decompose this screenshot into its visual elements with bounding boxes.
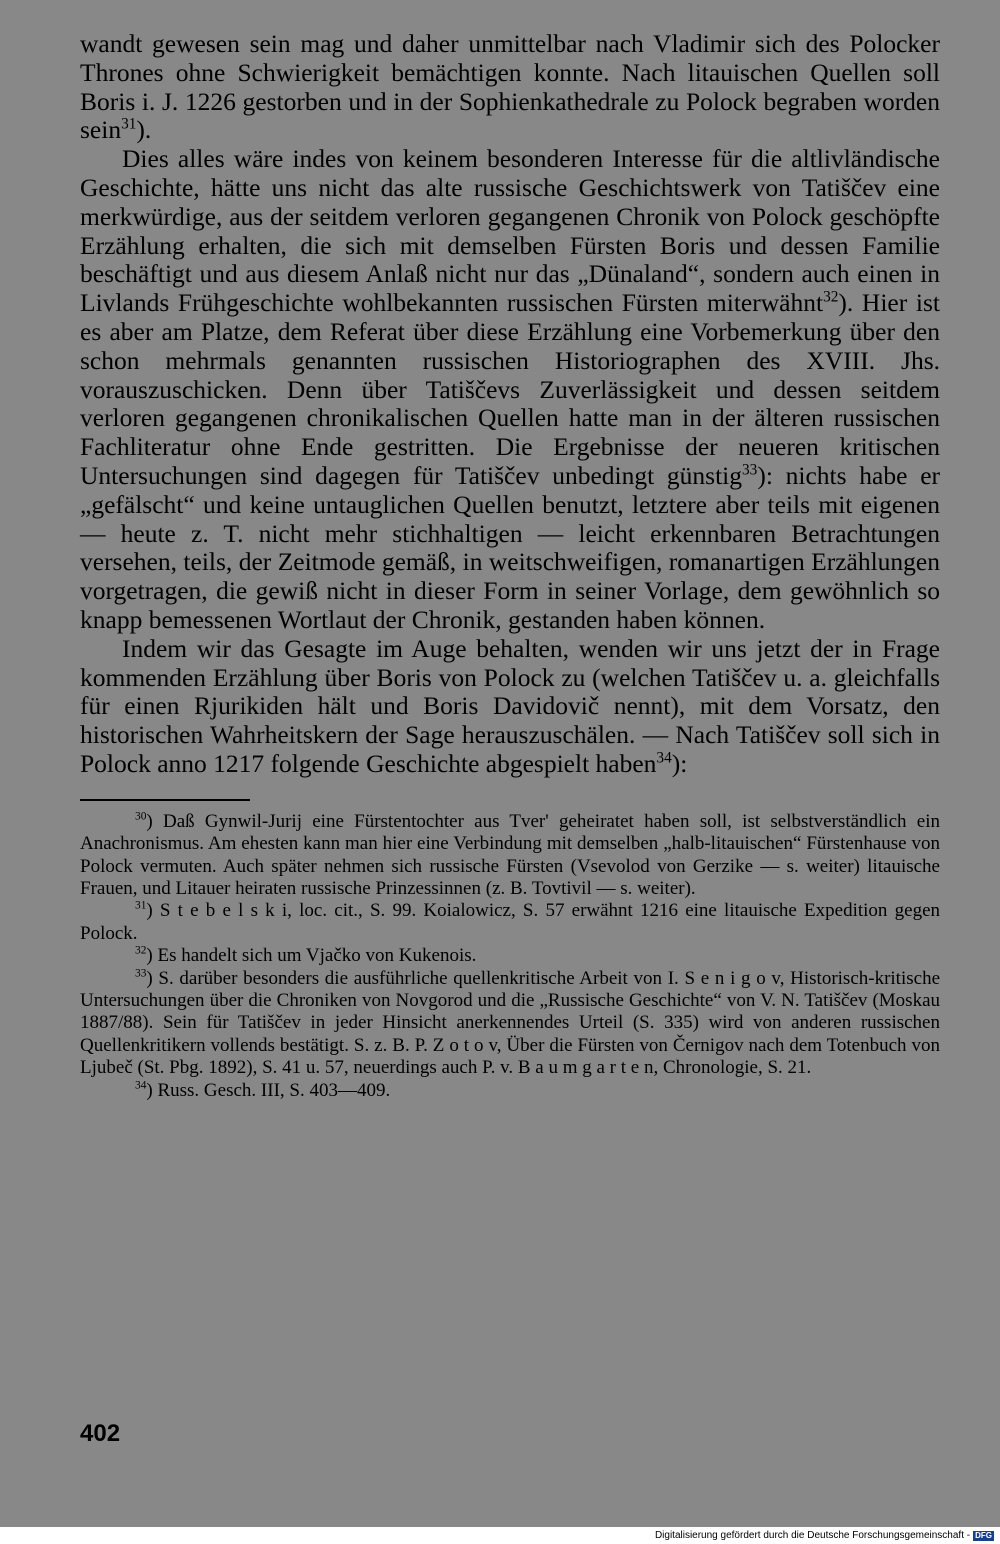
paragraph-2-text-b: ). Hier ist es aber am Platze, dem Referat über diese Erzählung eine Vorbemerkung über den schon mehrmals genannten russischen Historiographen des XVIII. Jhs. vorauszuschicken. Denn über Tatiščevs Zuverlässigkeit und dessen seitdem verloren gegangenen chronikalischen Quellen hatte man in der älteren russischen Fachliteratur ohne Ende gestritten. Die Ergebnisse der neueren kritischen Untersuchungen sind dagegen für Tatiščev unbedingt günstig [80, 288, 940, 490]
footnote-33-author-senigov: S e n i g o v [684, 967, 780, 989]
footnote-30-text: ) Daß Gynwil-Jurij eine Fürstentochter aus Tver' geheiratet haben soll, ist selbstverständlich ein Anachronismus. Am ehesten kann man hier eine Verbindung mit demselben „halb-litauischen“ Fürstenhause von Polock vermuten. Auch später nehmen sich russische Fürsten (Vsevolod von Gerzike — s. weiter) litauische Frauen, und Litauer heiraten russische Prinzessinnen (z. B. Tovtivil — s. weiter). [80, 810, 940, 899]
footnote-33-author-baumgarten: B a u m g a r t e n [517, 1057, 654, 1079]
footnote-ref-34: 34 [656, 749, 672, 767]
footnote-30 [80, 811, 940, 901]
footnote-34-number: 34 [135, 1079, 147, 1092]
footnote-ref-32: 32 [823, 288, 839, 306]
footnote-33-text-c: , Über die Fürsten von Černigov nach dem Totenbuch von Ljubeč (St. Pbg. 1892), S. 41 u. 57, neuerdings auch P. v. [80, 1034, 940, 1079]
paragraph-2-text-a: Dies alles wäre indes von keinem besonderen Interesse für die altlivländische Geschichte, hätte uns nicht das alte russische Geschichtswerk von Tatiščev eine merkwürdige, aus der seitdem verloren gegangenen Chronik von Polock geschöpfte Erzählung erhalten, die sich mit demselben Fürsten Boris und dessen Familie beschäftigt und aus diesem Anlaß nicht nur das „Dünaland“, sondern auch einen in Livlands Frühgeschichte wohlbekannten russischen Fürsten miterwähnt [80, 144, 940, 318]
footnote-31: $^{31}$) S t e b e l s k i, loc. cit., S. 99. Koialowicz, S. 57 erwähnt 1216 eine litauische Expedition gegen Polock. [80, 900, 940, 944]
footnote-34-text: ) Russ. Gesch. III, S. 403—409. [146, 1079, 391, 1101]
paragraph-2 [80, 145, 940, 635]
paragraph-1-text: wandt gewesen sein mag und daher unmittelbar nach Vladimir sich des Polocker Thrones ohne Schwierigkeit bemächtigen konnte. Nach litauischen Quellen soll Boris i. J. 1226 gestorben und in der Sophienkathedrale zu Polock begraben worden sein [80, 29, 940, 145]
footnote-ref-33: 33 [742, 461, 758, 479]
footnote-33-text-d: , Chronologie, S. 21. [653, 1057, 812, 1079]
footnote-34 [80, 1080, 940, 1102]
footnote-32-text: ) Es handelt sich um Vjačko von Kukenois. [146, 945, 477, 967]
footnote-33-text-a: ) S. darüber besonders die ausführliche quellenkritische Arbeit von I. [146, 967, 685, 989]
footnote-33-author-zotov: Z o t o v [432, 1034, 497, 1056]
paragraph-1 [80, 30, 940, 145]
footnote-31-author: S t e b e l s k i [159, 900, 288, 922]
paragraph-2-text-c: ): nichts habe er „gefälscht“ und keine untauglichen Quellen benutzt, letztere aber teils mit eigenen — heute z. T. nicht mehr stichhaltigen — leicht erkennbaren Betrachtungen versehen, teils, der Zeitmode gemäß, in weitschweifigen, romanartigen Erzählungen vorgetragen, die gewiß nicht in dieser Form in seiner Vorlage, dem gewöhnlich so knapp bemessenen Wortlaut der Chronik, gestanden haben können. [80, 460, 941, 634]
footnote-33-text-b: , Historisch-kritische Untersuchungen über die Chroniken von Novgorod und die „Russische Geschichte“ von V. N. Tatiščev (Moskau 1887/88). Sein für Tatiščev in jeder Hinsicht anerkennendes Urteil (S. 335) wird von anderen russischen Quellenkritikern vollends bestätigt. S. z. B. P. [80, 967, 941, 1056]
dfg-logo-icon: DFG [975, 1530, 992, 1540]
footnote-31-text: , loc. cit., S. 99. Koialowicz, S. 57 erwähnt 1216 eine litauische Expedition gegen Polock. [80, 900, 940, 944]
footer-credit-text: Digitalisierung gefördert durch die Deutsche Forschungsgemeinschaft - [654, 1530, 971, 1541]
footnote-divider [80, 799, 250, 801]
footnote-ref-31: 31 [121, 115, 137, 133]
paragraph-3-text: Indem wir das Gesagte im Auge behalten, wenden wir uns jetzt der in Frage kommenden Erzählung über Boris von Polock zu (welchen Tatiščev u. a. gleichfalls für einen Rjurikiden hält und Boris Davidovič nennt), mit dem Vorsatz, den historischen Wahrheitskern der Sage herauszuschälen. — Nach Tatiščev soll sich in Polock anno 1217 folgende Geschichte abgespielt haben [80, 633, 940, 778]
paragraph-1-end: ). [136, 115, 152, 145]
footnotes [80, 811, 940, 1102]
footnote-32-number: 32 [135, 944, 147, 957]
footnote-33 [80, 968, 940, 1080]
footnote-31-number: 31 [135, 900, 147, 913]
footnote-30-number: 30 [135, 810, 147, 823]
text-column [80, 30, 940, 1102]
page-number: 402 [80, 1420, 121, 1447]
paragraph-3 [80, 635, 940, 779]
footer-credit [655, 1530, 994, 1541]
paragraph-3-end: ): [671, 748, 688, 778]
footnote-33-number: 33 [135, 967, 147, 980]
footnote-32 [80, 945, 940, 967]
